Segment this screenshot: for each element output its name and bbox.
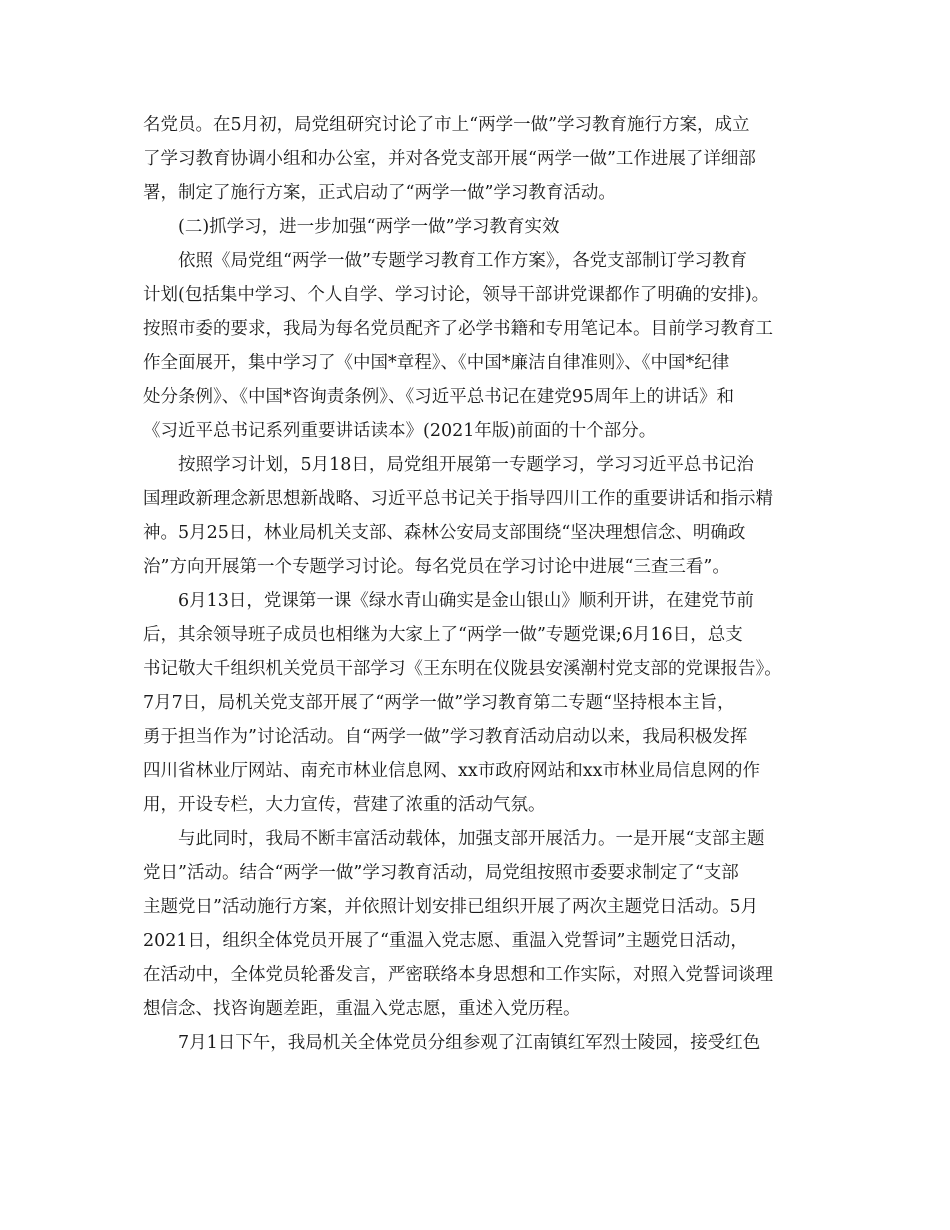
text-line: 《习近平总书记系列重要讲话读本》(2021年版)前面的十个部分。 <box>143 421 657 441</box>
paragraph-start: 7月1日下午，我局机关全体党员分组参观了江南镇红军烈士陵园，接受红色 <box>178 1033 761 1053</box>
section-heading: (二)抓学习，进一步加强“两学一做”学习教育实效 <box>178 217 560 237</box>
text-line: 了学习教育协调小组和办公室，并对各党支部开展“两学一做”工作进展了详细部 <box>143 149 756 169</box>
text-line: 按照市委的要求，我局为每名党员配齐了必学书籍和专用笔记本。目前学习教育工 <box>143 319 773 339</box>
text-line: 用，开设专栏，大力宣传，营建了浓重的活动气氛。 <box>143 795 546 815</box>
text-line: 勇于担当作为”讨论活动。自“两学一做”学习教育活动启动以来，我局积极发挥 <box>143 727 748 747</box>
text-line: 在活动中，全体党员轮番发言，严密联络本身思想和工作实际，对照入党誓词谈理 <box>143 965 773 985</box>
paragraph-start: 按照学习计划，5月18日，局党组开展第一专题学习，学习习近平总书记治 <box>178 455 754 475</box>
text-line: 计划(包括集中学习、个人自学、学习讨论，领导干部讲党课都作了明确的安排)。 <box>143 285 770 305</box>
text-line: 想信念、找咨询题差距，重温入党志愿，重述入党历程。 <box>143 999 581 1019</box>
text-line: 治”方向开展第一个专题学习讨论。每名党员在学习讨论中进展“三查三看”。 <box>143 557 730 577</box>
text-line: 名党员。在5月初，局党组研究讨论了市上“两学一做”学习教育施行方案，成立 <box>143 115 750 135</box>
text-line: 主题党日”活动施行方案，并依照计划安排已组织开展了两次主题党日活动。5月 <box>143 897 759 917</box>
text-line: 署，制定了施行方案，正式启动了“两学一做”学习教育活动。 <box>143 183 616 203</box>
text-line: 神。5月25日，林业局机关支部、森林公安局支部围绕“坚决理想信念、明确政 <box>143 523 746 543</box>
paragraph-start: 与此同时，我局不断丰富活动载体，加强支部开展活力。一是开展“支部主题 <box>178 829 765 849</box>
text-line: 作全面展开，集中学习了《中国*章程》、《中国*廉洁自律准则》、《中国*纪律 <box>143 353 730 373</box>
text-line: 党日”活动。结合“两学一做”学习教育活动，局党组按照市委要求制定了“支部 <box>143 863 739 883</box>
body-text <box>143 108 823 1060</box>
text-line: 国理政新理念新思想新战略、习近平总书记关于指导四川工作的重要讲话和指示精 <box>143 489 773 509</box>
text-line: 处分条例》、《中国*咨询责条例》、《习近平总书记在建党95周年上的讲话》和 <box>143 387 735 407</box>
text-line: 四川省林业厅网站、南充市林业信息网、xx市政府网站和xx市林业局信息网的作 <box>143 761 760 781</box>
text-line: 2021日，组织全体党员开展了“重温入党志愿、重温入党誓词”主题党日活动， <box>143 931 748 951</box>
paragraph-start: 6月13日，党课第一课《绿水青山确实是金山银山》顺利开讲，在建党节前 <box>178 591 754 611</box>
text-line: 7月7日，局机关党支部开展了“两学一做”学习教育第二专题“坚持根本主旨， <box>143 693 735 713</box>
text-line: 后，其余领导班子成员也相继为大家上了“两学一做”专题党课;6月16日，总支 <box>143 625 743 645</box>
paragraph-start: 依照《局党组“两学一做”专题学习教育工作方案》，各党支部制订学习教育 <box>178 251 748 271</box>
text-line: 书记敬大千组织机关党员干部学习《王东明在仪陇县安溪潮村党支部的党课报告》。 <box>143 659 782 679</box>
